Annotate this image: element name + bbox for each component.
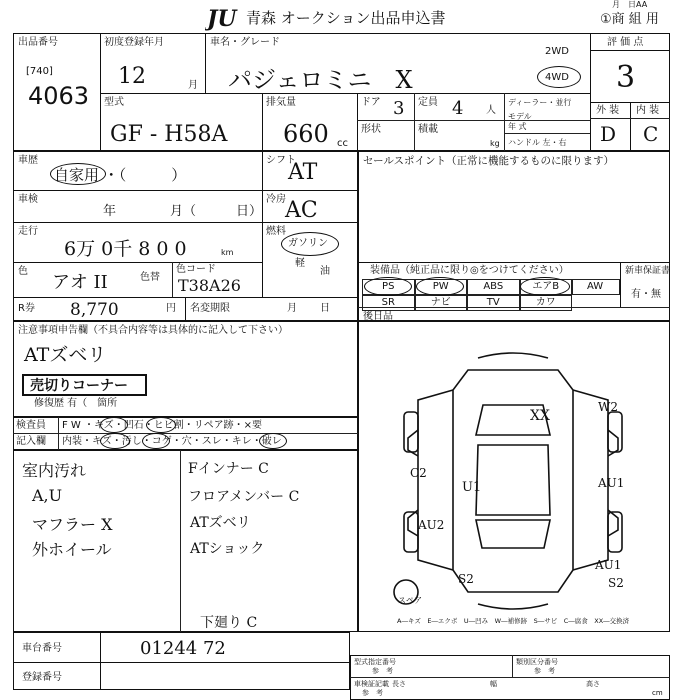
equip-pw-circle [416,277,464,296]
fuel-label: 燃料 [266,226,286,237]
spare-label: スペア [398,596,422,605]
deadline-label: 名変期限 [190,303,230,314]
displacement-value: 660 [283,120,329,148]
displacement-label: 排気量 [266,97,296,108]
footer-width: 幅 [490,680,497,688]
lot-sub: [740] [26,66,53,77]
remark-left-0: 室内汚れ [22,461,87,480]
check-chip-circle [146,417,176,433]
logo [205,5,245,31]
check-l2: 内装・キズ・汚し・コゲ・穴・スレ・キレ・破レ [62,436,282,447]
equip-airbag: エアB [520,279,573,295]
footer-length: 長さ [392,680,406,688]
model-name-value: パジェロミニ X [228,66,413,94]
damage-mark-5: AU2 [418,518,445,532]
load-label: 積載 [418,124,438,135]
copy-label: ①商 組 用 [600,12,659,27]
model-name-label: 車名・グレード [210,37,280,48]
notes-label: 注意事項申告欄（不具合内容等は具体的に記入して下さい） [18,325,288,336]
model-year-label: モデル 年 式 [508,112,532,131]
footer-height: 高さ [586,680,600,688]
displacement-unit: cc [337,138,348,149]
check-l2-label: 記入欄 [16,436,46,447]
equip-navi: ナビ [415,295,468,311]
equip-airbag-circle [520,277,570,296]
footer-b-label: 類別区分番号 [516,658,558,666]
first-reg-year: 12 [118,64,146,89]
fuel-light: 軽 [295,258,305,269]
type-value: GF - H58A [110,122,228,147]
color-change-label: 色替 [140,272,160,283]
date-label: 月 日AA [612,0,648,9]
capacity-value: 4 [452,98,464,119]
footer-ref: 参 考 [362,689,383,697]
check-scratch-circle [100,417,128,433]
inspection-month: 月（ [170,204,197,219]
damage-mark-1: W2 [598,400,618,414]
equip-ps-circle [364,277,412,296]
footer-a-sub: 参 考 [372,667,393,675]
footer-c-label: 車検証記載 [354,680,389,688]
equip-ps: PS [362,279,415,295]
damage-mark-2: C2 [410,466,427,480]
first-reg-unit: 月 [188,80,198,91]
equipment-label: 装備品（純正品に限り◎をつけてください） [370,265,569,276]
first-reg-label: 初度登録年月 [104,37,164,48]
check-rub-circle [259,433,287,449]
shift-value: AT [288,160,318,185]
color-value: アオ II [52,272,108,293]
lot-number: 4063 [28,82,90,110]
remark-right-1: フロアメンバー C [188,489,300,505]
footer-unit: cm [652,689,663,697]
inspection-year: 年 [103,204,117,219]
chassis-label: 車台番号 [22,643,62,654]
equip-leather: カワ [520,295,573,311]
remark-right-0: Fインナー C [188,461,269,477]
mileage-unit: km [221,248,234,257]
damage-legend: A―キズ E―エクボ U―凹み W―補修跡 S―サビ C―腐食 XX―交換済 [397,617,630,625]
inspection-day: 日） [236,204,263,219]
form-title: 青森 オークション出品申込書 [246,9,446,27]
int-grade: C [643,122,659,146]
damage-mark-6: AU1 [595,558,622,572]
check-l1-label: 検査員 [16,420,46,431]
remark-left-2: マフラー X [32,515,113,534]
ac-label: 冷房 [266,194,286,205]
ac-value: AC [285,198,318,223]
remark-right-2: ATズベリ [190,515,251,531]
dealer-label: ディーラー・並行 [508,98,572,107]
check-l1: F W ・キズ・凹石・ヒビ割・リペア跡・×要 [62,420,262,431]
handle-label: ハンドル 左・右 [508,138,567,147]
damage-mark-7: S2 [458,572,474,586]
type-label: 型式 [104,97,124,108]
color-code-label: 色コード [176,264,216,275]
history-value: 自家用 ・（ ） [54,166,187,184]
rating-label: 評 価 点 [607,37,644,48]
equip-abs: ABS [467,279,520,295]
shape-label: 形状 [361,124,381,135]
rating-score: 3 [616,60,636,95]
warranty-value: 有・無 [631,289,661,300]
drive-4wd: 4WD [545,72,569,83]
ext-grade: D [600,122,617,146]
recycle-unit: 円 [166,303,176,314]
mileage-label: 走行 [18,226,38,237]
history-label: 車歴 [18,155,38,166]
sales-label: セールスポイント（正常に機能するものに限ります） [363,155,615,167]
fuel-oil: 油 [320,266,330,277]
notes-stamp-text: 売切りコーナー [30,378,128,394]
deadline-month: 月 [287,303,297,314]
recycle-label: R券 [18,303,35,314]
plate-label: 登録番号 [22,672,62,683]
doors-label: ドア [361,97,381,108]
after-date-label: 後日品 [363,311,393,322]
footer-b-sub: 参 考 [534,667,555,675]
equip-tv: TV [467,295,520,311]
check-int-scratch-circle [100,433,130,449]
equip-pw: PW [415,279,468,295]
damage-mark-3: U1 [462,480,482,495]
remark-right-4: 下廻り C [200,615,258,631]
damage-mark-0: XX [530,408,550,424]
chassis-value: 01244 72 [140,638,226,659]
damage-mark-8: S2 [608,576,624,590]
inspection-label: 車検 [18,194,38,205]
drive-2wd: 2WD [545,46,569,57]
equip-sr: SR [362,295,415,311]
warranty-label: 新車保証書 [625,266,671,276]
remark-left-1: A,U [32,486,63,505]
footer-a-label: 型式指定番号 [354,658,396,666]
remark-left-3: 外ホイール [32,540,112,559]
color-label: 色 [18,266,28,277]
capacity-label: 定員 [418,97,438,108]
notes-stamp-sub: 修復歴 有（ 箇所 [34,398,118,409]
equip-aw: AW [587,281,604,292]
equip-aw-cell [572,279,620,295]
shift-label: シフト [266,155,296,166]
ju-logo-text: JU [207,6,237,31]
lot-label: 出品番号 [18,37,58,48]
recycle-value: 8,770 [70,300,119,320]
int-label: 内 装 [636,105,660,116]
color-code-value: T38A26 [178,276,241,295]
ju-logo-icon [205,5,245,31]
ext-label: 外 装 [596,105,620,116]
mileage-value: 6万 0千 8 0 0 [64,238,187,260]
fuel-gas: ガソリン [288,238,328,249]
capacity-unit: 人 [486,105,496,116]
check-stain-circle [142,433,170,449]
notes-line1: ATズベリ [24,344,107,366]
deadline-day: 日 [320,303,330,314]
damage-mark-4: AU1 [598,476,625,490]
remark-right-3: ATショック [190,541,265,557]
doors-value: 3 [393,98,405,119]
load-unit: kg [490,139,500,148]
